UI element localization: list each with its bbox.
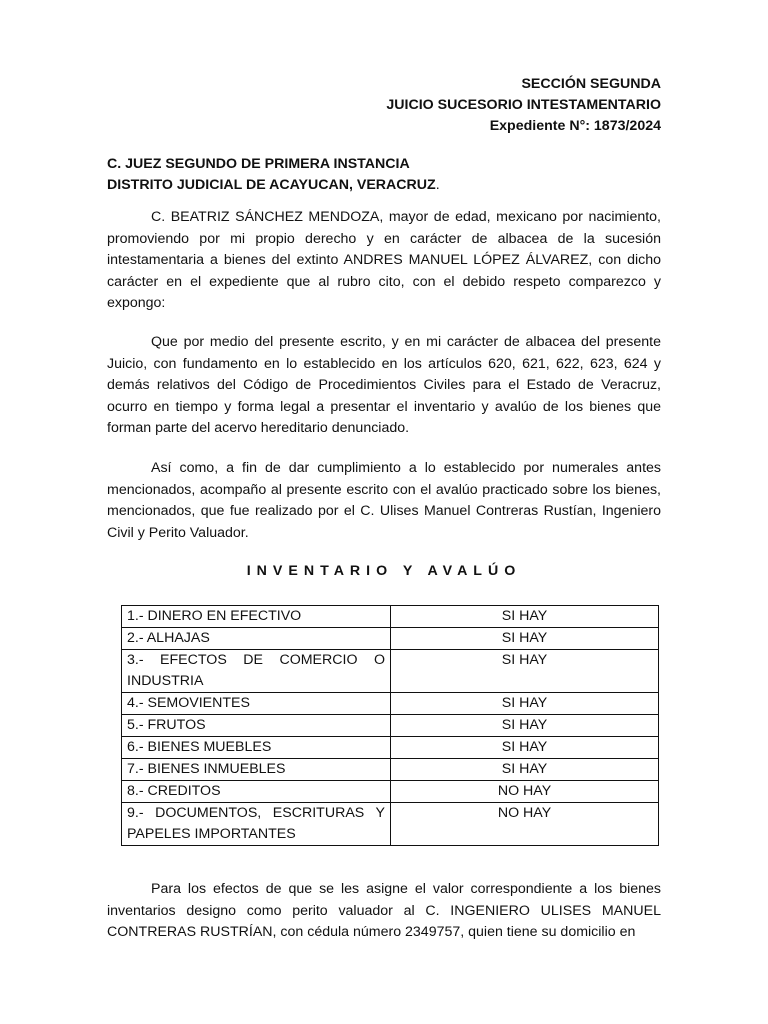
inventory-item: 9.- DOCUMENTOS, ESCRITURAS Y PAPELES IMPORTANTES bbox=[122, 803, 391, 846]
paragraph-expert-designation: Para los efectos de que se les asigne el valor correspondiente a los bienes inventarios designo como perito valuador al C. INGENIERO ULISES MANUEL CONTRERAS RUSTRÍAN, con cédula número 2349757, quien tiene su domicilio en bbox=[107, 881, 661, 940]
case-header bbox=[386, 74, 661, 137]
table-row bbox=[122, 628, 659, 650]
addressee-district-text: DISTRITO JUDICIAL DE ACAYUCAN, VERACRUZ bbox=[107, 177, 436, 193]
addressee-block bbox=[107, 154, 440, 196]
inventory-value: SI HAY bbox=[391, 628, 659, 650]
inventory-title: INVENTARIO Y AVALÚO bbox=[246, 563, 522, 579]
section-label: SECCIÓN SEGUNDA bbox=[521, 76, 661, 92]
inventory-value: SI HAY bbox=[391, 715, 659, 737]
inventory-item: 4.- SEMOVIENTES bbox=[122, 693, 391, 715]
case-type: JUICIO SUCESORIO INTESTAMENTARIO bbox=[386, 97, 661, 113]
inventory-value: SI HAY bbox=[391, 693, 659, 715]
inventory-value: NO HAY bbox=[391, 803, 659, 846]
table-row bbox=[122, 737, 659, 759]
table-row bbox=[122, 606, 659, 628]
inventory-item: 1.- DINERO EN EFECTIVO bbox=[122, 606, 391, 628]
inventory-table bbox=[121, 605, 659, 846]
table-row bbox=[122, 803, 659, 846]
inventory-item: 3.- EFECTOS DE COMERCIO O INDUSTRIA bbox=[122, 650, 391, 693]
paragraph-appraisal: Así como, a fin de dar cumplimiento a lo establecido por numerales antes mencionados, acompaño al presente escrito con el avalúo practicado sobre los bienes, mencionados, que fue realizado por el C. Ulises Manuel Contreras Rustían, Ingeniero Civil y Perito Valuador. bbox=[107, 460, 661, 541]
inventory-item: 2.- ALHAJAS bbox=[122, 628, 391, 650]
addressee-district bbox=[107, 175, 440, 196]
inventory-item: 7.- BIENES INMUEBLES bbox=[122, 759, 391, 781]
paragraph-introduction: C. BEATRIZ SÁNCHEZ MENDOZA, mayor de edad, mexicano por nacimiento, promoviendo por mi propio derecho y en carácter de albacea de la sucesión intestamentaria a bienes del extinto ANDRES MANUEL LÓPEZ ÁLVAREZ, con dicho carácter en el expediente que al rubro cito, con el debido respeto comparezco y expongo: bbox=[107, 209, 661, 311]
inventory-value: NO HAY bbox=[391, 781, 659, 803]
table-row bbox=[122, 759, 659, 781]
table-row bbox=[122, 693, 659, 715]
inventory-item: 8.- CREDITOS bbox=[122, 781, 391, 803]
addressee-judge: C. JUEZ SEGUNDO DE PRIMERA INSTANCIA bbox=[107, 156, 410, 172]
inventory-item: 6.- BIENES MUEBLES bbox=[122, 737, 391, 759]
addressee-district-period: . bbox=[435, 177, 440, 193]
inventory-item: 5.- FRUTOS bbox=[122, 715, 391, 737]
inventory-value: SI HAY bbox=[391, 737, 659, 759]
table-row bbox=[122, 650, 659, 693]
inventory-value: SI HAY bbox=[391, 606, 659, 628]
table-row bbox=[122, 781, 659, 803]
paragraph-legal-basis: Que por medio del presente escrito, y en mi carácter de albacea del presente Juicio, con fundamento en lo establecido en los artículos 620, 621, 622, 623, 624 y demás relativos del Código de Procedimientos Civiles para el Estado de Veracruz, ocurro en tiempo y forma legal a presentar el inventario y avalúo de los bienes que forman parte del acervo hereditario denunciado. bbox=[107, 334, 661, 436]
table-row bbox=[122, 715, 659, 737]
case-file-number: Expediente N°: 1873/2024 bbox=[489, 118, 661, 134]
inventory-value: SI HAY bbox=[391, 650, 659, 693]
inventory-value: SI HAY bbox=[391, 759, 659, 781]
